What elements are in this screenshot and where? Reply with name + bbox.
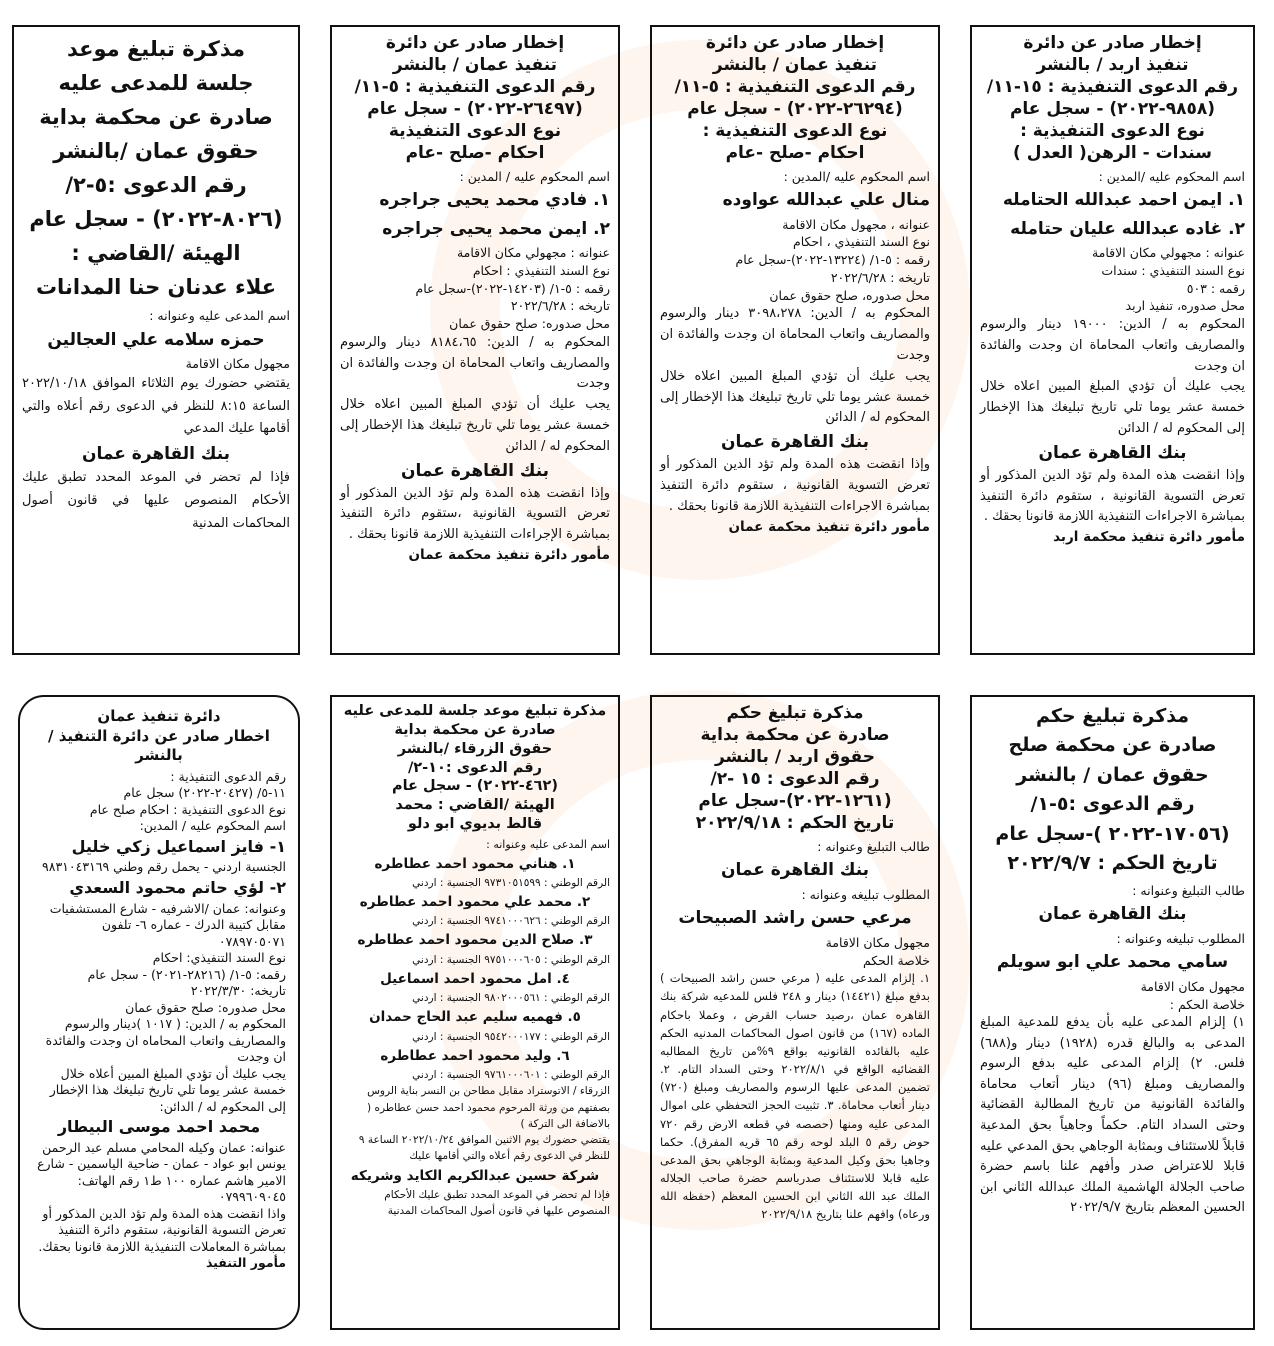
- creditor-address: عنوانه: عمان وكيله المحامي مسلم عبد الرحمن يونس ابو عواد - عمان - ضاحية الياسمين - شارع الامير هاشم عماره ١٠٠ ط١ رقم الهاتف: ٠٧٩٩٦٠٩٠٤٥: [37, 1139, 286, 1205]
- plaintiff-name: شركة حسين عبدالكريم الكايد وشريكه: [350, 1167, 600, 1184]
- defendant-name: ١. هناني محمود احمد عطاطره: [374, 855, 576, 872]
- defendant-label: اسم المدعى عليه وعنوانه :: [149, 308, 290, 324]
- defendant-id: الرقم الوطني : ٩٧٣١٠٥١٥٩٩ الجنسية : اردني: [412, 876, 610, 889]
- creditor-bank: بنك القاهرة عمان: [720, 432, 870, 453]
- notice-hearing-zarqa: [330, 695, 620, 1330]
- creditor-bank: بنك القاهرة عمان: [1038, 442, 1187, 463]
- notice-amman-execution-1: [650, 25, 940, 655]
- notice-header: مذكرة تبليغ حكم صادرة عن محكمة صلح حقوق عمان / بالنشر رقم الدعوى :٥-١/ (١٧٠٥٦-٢٠٢٢ )-سجل عام تاريخ الحكم : ٢٠٢٢/٩/٧: [995, 705, 1230, 875]
- notice-header: مذكرة تبليغ موعد جلسة للمدعى عليه صادرة عن محكمة بداية حقوق الزرقاء /بالنشر رقم الدعوى :١٠-٢/ (٤٦٢-٢٠٢٢) - سجل عام الهيئة /القاضي : محمد قالط بديوي ابو دلو: [343, 703, 607, 833]
- requester-label: طالب التبليغ وعنوانه :: [817, 838, 930, 854]
- notice-header: إخطار صادر عن دائرة تنفيذ عمان / بالنشر رقم الدعوى التنفيذية : ٥-١١/ (٢٦٤٩٧-٢٠٢٢) - سجل عام نوع الدعوى التنفيذية احكام -صلح -عام: [354, 33, 596, 164]
- notice-amman-execution-2: [330, 25, 620, 655]
- target-label: المطلوب تبليغه وعنوانه :: [801, 886, 930, 902]
- field-line: نوع السند التنفيذي : سندات: [1101, 262, 1245, 278]
- field-line: نوع السند التنفيذي: احكام: [152, 950, 286, 966]
- address-line: مجهول مكان الاقامة: [825, 934, 930, 950]
- defendant-name: حمزه سلامه علي العجالين: [47, 329, 265, 350]
- address-line: مجهول مكان الاقامة: [1140, 978, 1245, 994]
- field-line: محل صدوره، صلح حقوق عمان: [769, 287, 930, 303]
- notice-header: دائرة تنفيذ عمان اخطار صادر عن دائرة التنفيذ / بالنشر: [48, 707, 270, 764]
- field-line: تاريخه : ٢٠٢٢/٦/٢٨: [830, 269, 930, 285]
- signature: مأمور دائرة تنفيذ محكمة اربد: [1053, 529, 1245, 546]
- defendant-name: ٣. صلاح الدين محمود احمد عطاطره: [357, 932, 593, 949]
- field-line: محل صدوره: صلح حقوق عمان: [449, 316, 610, 331]
- plaintiff-bank: بنك القاهرة عمان: [81, 444, 231, 465]
- defendants-label: اسم المدعى عليه وعنوانه :: [486, 837, 610, 851]
- defendant-id: الرقم الوطني : ٩٥٤٢٠٠٠١٧٧ الجنسية : اردني: [412, 1030, 610, 1043]
- field-line: تاريخه : ٢٠٢٢/٦/٢٨: [510, 298, 610, 314]
- creditor-name: محمد احمد موسى البيطار: [57, 1117, 261, 1137]
- summary-label: خلاصة الحكم: [862, 952, 930, 968]
- judgment-text: المحكوم به / الدين: ( ١٠١٧ )دينار والرسوم والمصاريف واتعاب المحاماه ان وجدت والفائدة ان وجدت: [45, 1016, 286, 1065]
- debtor-label: اسم المحكوم عليه /المدين :: [783, 168, 930, 184]
- summary-label: خلاصة الحكم :: [1169, 996, 1245, 1012]
- requester-name: بنك القاهرة عمان: [720, 860, 870, 881]
- notice-header: مذكرة تبليغ موعد جلسة للمدعى عليه صادرة عن محكمة بداية حقوق عمان /بالنشر رقم الدعوى :٥-٢/ (٨٠٢٦-٢٠٢٢) - سجل عام الهيئة /القاضي : علاء عدنان حنا المدانات: [29, 37, 283, 300]
- field-line: رقمه : ٥٠٣: [1186, 280, 1245, 296]
- target-name: سامي محمد علي ابو سويلم: [996, 952, 1229, 973]
- field-line: عنوانه ، مجهول مكان الاقامة: [782, 216, 930, 232]
- warning-text: وإذا انقضت هذه المدة ولم تؤد الدين المذكور أو تعرض التسوية القانونية ، ستقوم دائرة التنفيذ بمباشرة الاجراءات التنفيذية اللازمة قانونا بحقك .: [980, 467, 1245, 525]
- heirs-line: بصفتهم من ورثة المرحوم محمود احمد حسن عطاطره ( بالاضافة الى التركة ): [367, 1101, 610, 1130]
- notice-amman-execution-3: [18, 695, 300, 1330]
- notice-header: إخطار صادر عن دائرة تنفيذ اربد / بالنشر رقم الدعوى التنفيذية : ١٥-١١/ (٩٨٥٨-٢٠٢٢) - سجل عام نوع الدعوى التنفيذية : سندات - الرهن( العدل ): [986, 33, 1239, 164]
- warning-text: وإذا انقضت هذه المدة ولم تؤد الدين المذكور أو تعرض التسوية القانونية ،ستقوم دائرة التنفيذ بمباشرة الإجراءات التنفيذية اللازمة قانونا بحقك .: [340, 485, 610, 543]
- judgment-body: ١. إلزام المدعى عليه ( مرعي حسن راشد الصبيحات ) بدفع مبلغ (١٤٤٢١) دينار و ٢٤٨ فلس للمدعيه شركة بنك القاهره عمان ،رصيد حساب القرض ، وعملا باحكام الماده (١٦٧) من قانون اصول المحاكمات المدنيه الحكم عليه بالفائده القانونيه بواقع ٩%من تاريخ المطالبه القضائيه الواقع في ٢٠٢٢/٨/١ وحتى السداد التام. ٢. تضمين المدعى عليها الرسوم والمصاريف ومبلغ (٧٢٠) دينار أتعاب محاماة. ٣. تثبيت الحجز التحفظي على اموال المدعى عليه ومنها (حصصه في قطعه الارض رقم ٧٢٠ حوض رقم ٥ البلد لوحه رقم ٦٥ قريه المفرق). حكما وجاهيا بحق وكيل المدعية وبمثابة الوجاهي بحق المدعى عليه قابلا للاستئناف صدرباسم حضرة صاحب الجلاله الملك عبد الله الثاني ابن الحسين المعظم (حفظه الله ورعاه) وافهم علنا بتاريخ ٢٠٢٢/٩/١٨: [660, 971, 931, 1222]
- field-line: ١١-٥/ (٢٠٤٢٧-٢٠٢٢) سجل عام: [123, 785, 286, 800]
- field-line: عنوانه : مجهولي مكان الاقامة: [456, 245, 610, 260]
- notice-judgment-amman: [970, 695, 1255, 1330]
- field-line: نوع السند التنفيذي ، احكام: [792, 234, 930, 250]
- defendant-id: الرقم الوطني : ٩٧٦١٠٠٠٦٠١ الجنسية : اردني: [412, 1069, 610, 1082]
- warning-text: وإذا انقضت هذه المدة ولم تؤد الدين المذكور أو تعرض التسوية القانونية ، ستقوم دائرة التنفيذ بمباشرة الاجراءات التنفيذية اللازمة قانونا بحقك .: [660, 457, 930, 514]
- address-line: وعنوانه: عمان /الاشرفيه - شارع المستشفيات مقابل كتيبة الدرك - عماره ٦- تلفون ٠٧٨٩٧٠٥٠٧١: [49, 900, 286, 949]
- requester-label: طالب التبليغ وعنوانه :: [1132, 882, 1245, 898]
- field-line: نوع السند التنفيذي : احكام: [472, 262, 610, 278]
- notice-hearing-amman: [12, 25, 300, 655]
- field-line: رقمه : ٥-١/ (١٤٢٠٣-٢٠٢٢)-سجل عام: [415, 280, 610, 296]
- notice-irbid-execution: [970, 25, 1255, 655]
- defendant-name: ٥. فهميه سليم عبد الحاج حمدان: [369, 1009, 581, 1026]
- field-line: رقمه: ٥-١/ (٢٨٢١٦-٢٠٢١) - سجل عام: [87, 966, 286, 982]
- debtor-name: ٢. غاده عبدالله عليان حتامله: [1010, 218, 1245, 239]
- defendant-id: الرقم الوطني : ٩٧٥١٠٠٠٦٠٥ الجنسية : اردني: [412, 953, 610, 966]
- hearing-text: يقتضي حضورك يوم الاثنين الموافق ٢٠٢٢/١٠/٢٤ الساعة ٩ للنظر في الدعوى رقم أعلاه والتي أقامها عليك: [358, 1134, 610, 1163]
- footer-text: فإذا لم تحضر في الموعد المحدد تطبق عليك الأحكام المنصوص عليها في قانون أصول المحاكمات المدنية: [384, 1188, 610, 1218]
- warning-text: واذا انقضت هذه المدة ولم تؤد الدين المذكور أو تعرض التسوية القانونية، ستقوم دائرة التنفيذ بمباشرة المعاملات التنفيذية اللازمة قانونا بحقك.: [38, 1205, 286, 1254]
- signature: مأمور دائرة تنفيذ محكمة عمان: [408, 546, 610, 563]
- notice-text: يجب عليك أن تؤدي المبلغ المبين أعلاه خلال خمسة عشر يوما تلي تاريخ تبليغك هذا الإخطار إلى المحكوم له / الدائن:: [49, 1065, 286, 1114]
- debtor-name: ٢. ايمن محمد يحيى جراجره: [382, 218, 610, 239]
- target-name: مرعي حسن راشد الصبيحات: [678, 908, 912, 929]
- judgment-text: المحكوم به / الدين: ٣٠٩٨،٢٧٨ دينار والرسوم والمصاريف واتعاب المحاماة ان وجدت والفائدة ان وجدت: [660, 306, 930, 363]
- notice-header: إخطار صادر عن دائرة تنفيذ عمان / بالنشر رقم الدعوى التنفيذية : ٥-١١/ (٢٦٢٩٤-٢٠٢٢) - سجل عام نوع الدعوى التنفيذية : احكام -صلح -عام: [674, 33, 916, 164]
- judgment-body: ١) إلزام المدعى عليه بأن يدفع للمدعية المبلغ المدعى به والبالغ قدره (١٩٢٨) دينار و(٦٨٨) فلس. ٢) إلزام المدعى عليه بدفع الرسوم والمصاريف ومبلغ (٩٦) دينار أتعاب محاماة والفائدة القانونية من تاريخ المطالبة القضائية وحتى السداد التام. حكماً وجاهياً بحق المدعية قابلاً للاستئناف وبمثابة الوجاهي بحق المدعي عليه قابلا للاعتراض صدر وأفهم علنا باسم حضرة صاحب الجلالة الهاشمية الملك عبدالله الثاني ابن الحسين المعظم بتاريخ ٢٠٢٢/٩/٧: [980, 1015, 1246, 1216]
- notice-text: يجب عليك أن تؤدي المبلغ المبين اعلاه خلال خمسة عشر يوما تلي تاريخ تبليغك هذا الإخطار إلى المحكوم له / الدائن: [980, 379, 1245, 436]
- field-line: نوع الدعوى التنفيذية : احكام صلح عام: [89, 801, 286, 817]
- notice-judgment-irbid: [650, 695, 940, 1330]
- field-line: اسم المحكوم عليه / المدين:: [139, 818, 286, 833]
- footer-text: فإذا لم تحضر في الموعد المحدد تطبق عليك الأحكام المنصوص عليها في قانون أصول المحاكمات المدنية: [22, 470, 290, 531]
- notice-text: يجب عليك أن تؤدي المبلغ المبين اعلاه خلال خمسة عشر يوما تلي تاريخ تبليغك هذا الإخطار إلى المحكوم له / الدائن: [660, 368, 930, 426]
- defendant-name: ٦. وليد محمود احمد عطاطره: [380, 1047, 570, 1064]
- hearing-text: يقتضي حضورك يوم الثلاثاء الموافق ٢٠٢٢/١٠/١٨ الساعة ٨:١٥ للنظر في الدعوى رقم أعلاه والتي أقامها عليك المدعي: [22, 375, 290, 437]
- target-label: المطلوب تبليغه وعنوانه :: [1116, 930, 1245, 946]
- signature: مأمور التنفيذ: [205, 1255, 286, 1271]
- field-line: عنوانه : مجهولي مكان الاقامة: [1091, 245, 1245, 260]
- debtor-name: ١- فايز اسماعيل زكي خليل: [71, 836, 286, 856]
- notice-header: مذكرة تبليغ حكم صادرة عن محكمة بداية حقوق اربد / بالنشر رقم الدعوى : ١٥ -٢/ (١٢٦١-٢٠٢٢)-سجل عام تاريخ الحكم : ٢٠٢٢/٩/١٨: [695, 703, 895, 834]
- debtor-id: الجنسية اردني - يحمل رقم وطني ٩٨٣١٠٤٣١٦٩: [42, 859, 286, 875]
- debtor-name: ١. ايمن احمد عبدالله الحتامله: [1002, 190, 1245, 211]
- defendant-id: الرقم الوطني : ٩٨٠٢٠٠٠٥٦١ الجنسية : اردني: [412, 992, 610, 1005]
- field-line: تاريخه: ٢٠٢٢/٣/٣٠: [190, 983, 286, 999]
- notice-text: يجب عليك أن تؤدي المبلغ المبين اعلاه خلال خمسة عشر يوما تلي تاريخ تبليغك هذا الإخطار إلى المحكوم له / الدائن: [340, 397, 610, 454]
- address-line: الزرقاء / الاتوستراد مقابل مطاحن بن النسر بناية الروس: [367, 1085, 610, 1098]
- defendant-name: ٤. امل محمود احمد اسماعيل: [380, 970, 570, 987]
- address-line: مجهول مكان الاقامة: [185, 356, 290, 372]
- judgment-text: المحكوم به / الدين: ١٩٠٠٠ دينار والرسوم والمصاريف واتعاب المحاماة ان وجدت والفائدة ان وجدت: [980, 317, 1246, 374]
- debtor-name: ٢- لؤي حاتم محمود السعدي: [69, 877, 286, 897]
- signature: مأمور دائرة تنفيذ محكمة عمان: [728, 518, 930, 535]
- creditor-bank: بنك القاهرة عمان: [400, 460, 550, 481]
- debtor-label: اسم المحكوم عليه /المدين :: [1098, 168, 1245, 184]
- field-line: محل صدوره: صلح حقوق عمان: [125, 999, 286, 1015]
- defendant-id: الرقم الوطني : ٩٧٤١٠٠٠٦٢٦ الجنسية : اردني: [412, 915, 610, 928]
- judgment-text: المحكوم به / الدين: ٨١٨٤،٦٥ دينار والرسوم والمصاريف واتعاب المحاماة ان وجدت والفائدة ان وجدت: [340, 334, 610, 392]
- debtor-label: اسم المحكوم عليه / المدين :: [459, 168, 610, 184]
- field-line: رقمه : ٥-١/ (١٣٢٢٤-٢٠٢٢)-سجل عام: [735, 252, 930, 268]
- field-line: رقم الدعوى التنفيذية :: [170, 768, 286, 784]
- debtor-name: ١. فادي محمد يحيى جراجره: [379, 190, 610, 211]
- field-line: محل صدوره، تنفيذ اربد: [1125, 298, 1245, 314]
- debtor-name: منال علي عبدالله عواوده: [722, 190, 930, 211]
- defendant-name: ٢. محمد علي محمود احمد عطاطره: [359, 894, 591, 910]
- requester-name: بنك القاهرة عمان: [1038, 904, 1187, 925]
